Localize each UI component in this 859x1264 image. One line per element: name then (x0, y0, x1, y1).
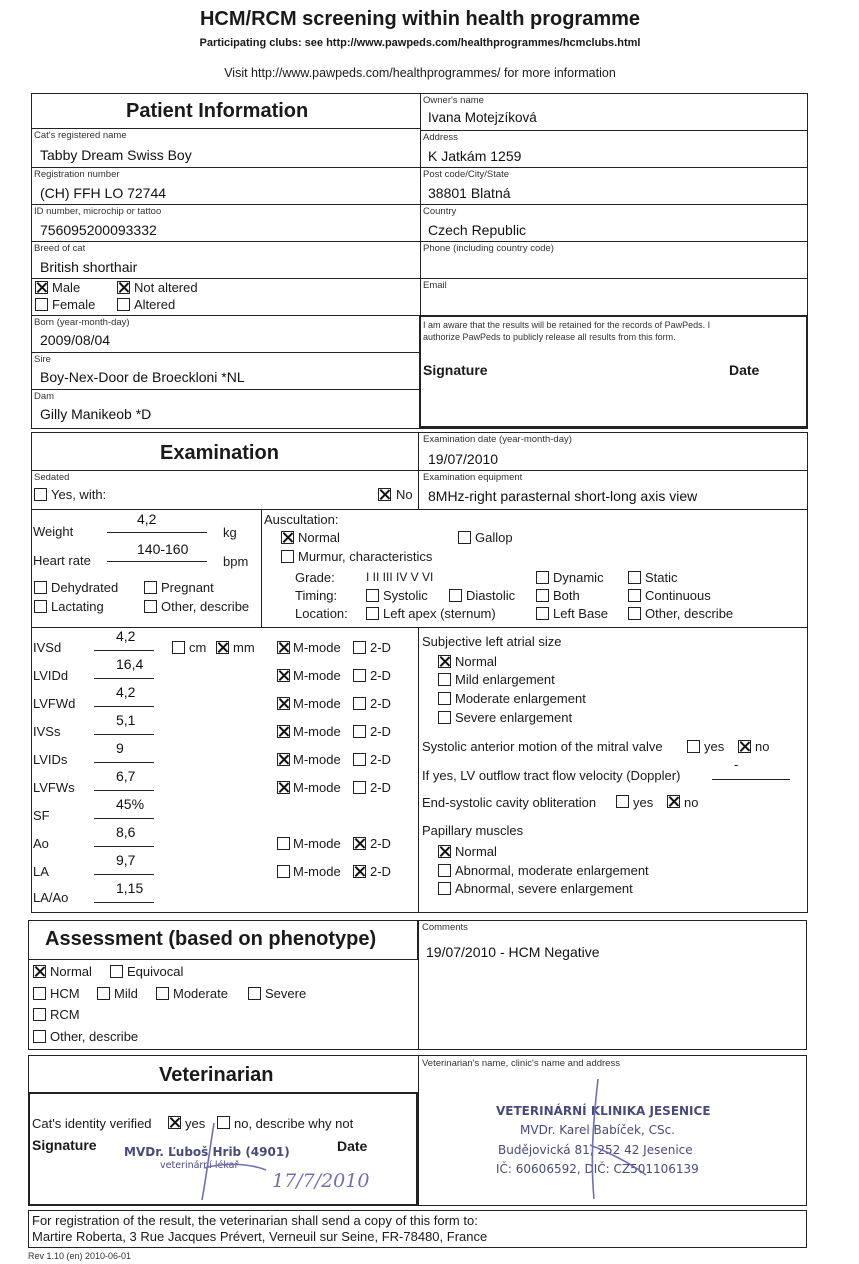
assess-other-label: Other, describe (50, 1029, 139, 1044)
atrial-title: Subjective left atrial size (422, 634, 562, 649)
lvot-label: If yes, LV outflow tract flow velocity (Doppler) (422, 768, 681, 783)
owner-date-label: Date (729, 362, 760, 378)
measure-value[interactable]: 45% (116, 796, 145, 812)
assessment-heading: Assessment (based on phenotype) (45, 928, 377, 950)
pregnant-checkbox[interactable] (144, 581, 157, 594)
assess-normal-checkbox[interactable] (33, 965, 46, 978)
measure-label: Ao (33, 836, 49, 851)
kg-unit: kg (223, 525, 237, 540)
breed[interactable]: British shorthair (40, 259, 138, 275)
pap-severe-label: Abnormal, severe enlargement (455, 881, 633, 896)
measure-label: IVSs (33, 724, 61, 739)
pap-moderate-checkbox[interactable] (438, 864, 451, 877)
clinic-stamp-line4: IČ: 60606592, DIČ: CZ501106139 (496, 1162, 699, 1176)
grade-label: Grade: (295, 570, 335, 585)
weight-value[interactable]: 4,2 (137, 511, 157, 527)
rcm-label: RCM (50, 1007, 80, 1022)
mmode-checkbox[interactable] (277, 641, 290, 654)
post-label: Post code/City/State (423, 169, 510, 180)
atrial-severe-checkbox[interactable] (438, 711, 451, 724)
atrial-mild-label: Mild enlargement (455, 672, 555, 687)
measure-value[interactable]: 9 (116, 740, 124, 756)
born-label: Born (year-month-day) (34, 317, 130, 328)
identity-yes-checkbox[interactable] (168, 1116, 181, 1129)
clinic-stamp-line3: Budějovická 81, 252 42 Jesenice (498, 1143, 693, 1157)
murmur-checkbox[interactable] (281, 550, 294, 563)
mmode-label: M-mode (293, 668, 341, 683)
vet-heading: Veterinarian (159, 1064, 274, 1086)
continuous-label: Continuous (645, 588, 711, 603)
mmode-checkbox[interactable] (277, 697, 290, 710)
exam-date[interactable]: 19/07/2010 (428, 451, 499, 467)
post-city[interactable]: 38801 Blatná (428, 185, 511, 201)
owner-name-label: Owner's name (423, 95, 484, 106)
vet-signature-label: Signature (32, 1137, 97, 1153)
assess-normal-label: Normal (50, 964, 92, 979)
diastolic-label: Diastolic (466, 588, 516, 603)
exam-date-label: Examination date (year-month-day) (423, 434, 572, 445)
moderate-label: Moderate (173, 986, 228, 1001)
mmode-label: M-mode (293, 780, 341, 795)
papillary-title: Papillary muscles (422, 823, 524, 838)
cm-checkbox[interactable] (172, 641, 185, 654)
eso-no-label: no (684, 795, 699, 810)
twod-label: 2-D (370, 724, 391, 739)
footer-line-1: For registration of the result, the veterinarian shall send a copy of this form to: (32, 1213, 478, 1228)
both-label: Both (553, 588, 580, 603)
not-altered-checkbox[interactable] (117, 281, 130, 294)
mild-checkbox[interactable] (97, 987, 110, 1000)
email-label: Email (423, 280, 447, 291)
mm-checkbox[interactable] (216, 641, 229, 654)
mmode-checkbox[interactable] (277, 865, 290, 878)
location-label: Location: (295, 606, 348, 621)
clinic-stamp-line2: MVDr. Karel Babíček, CSc. (520, 1123, 675, 1137)
mmode-label: M-mode (293, 836, 341, 851)
vet-signature-stamp: MVDr. Ľuboš Hrib (4901) (124, 1145, 290, 1159)
handwritten-date: 17/7/2010 (272, 1170, 370, 1192)
identity-yes-label: yes (185, 1116, 206, 1131)
auscultation-label: Auscultation: (264, 512, 339, 527)
atrial-normal-label: Normal (455, 654, 497, 669)
grade-values[interactable]: I II III IV V VI (366, 570, 434, 584)
altered-checkbox[interactable] (117, 298, 130, 311)
clubs-line: Participating clubs: see http://www.pawpeds.com/healthprogrammes/hcmclubs.html (199, 37, 641, 49)
lactating-checkbox[interactable] (34, 600, 47, 613)
vet-signature-stamp-sub: veterinární lékař (160, 1160, 239, 1171)
lvot-value[interactable]: - (734, 757, 739, 772)
measure-label: LVFWs (33, 780, 75, 795)
dam[interactable]: Gilly Manikeob *D (40, 406, 152, 422)
measure-value[interactable]: 6,7 (116, 768, 136, 784)
equipment-label: Examination equipment (423, 472, 523, 483)
identity-no-label: no, describe why not (234, 1116, 354, 1131)
sedated-no-checkbox[interactable] (378, 488, 391, 501)
vet-date-label: Date (337, 1138, 368, 1154)
measure-label: LA/Ao (33, 890, 69, 905)
breed-label: Breed of cat (34, 243, 86, 254)
address-label: Address (423, 132, 458, 143)
clinic-stamp-line1: VETERINÁRNÍ KLINIKA JESENICE (496, 1104, 711, 1118)
gallop-label: Gallop (475, 530, 513, 545)
atrial-severe-label: Severe enlargement (455, 710, 573, 725)
clinic-label: Veterinarian's name, clinic's name and address (422, 1058, 620, 1069)
examination-heading: Examination (160, 442, 279, 464)
identity-label: Cat's identity verified (32, 1116, 152, 1131)
mmode-checkbox[interactable] (277, 781, 290, 794)
mild-label: Mild (114, 986, 138, 1001)
mmode-label: M-mode (293, 752, 341, 767)
consent-text-1: I am aware that the results will be retained for the records of PawPeds. I (423, 320, 711, 330)
severe-checkbox[interactable] (248, 987, 261, 1000)
eso-yes-label: yes (633, 795, 654, 810)
twod-label: 2-D (370, 668, 391, 683)
eso-yes-checkbox[interactable] (616, 795, 629, 808)
twod-label: 2-D (370, 640, 391, 655)
left-base-checkbox[interactable] (536, 607, 549, 620)
twod-checkbox[interactable] (353, 641, 366, 654)
country-label: Country (423, 206, 457, 217)
pap-severe-checkbox[interactable] (438, 882, 451, 895)
left-apex-label: Left apex (sternum) (383, 606, 496, 621)
mmode-checkbox[interactable] (277, 725, 290, 738)
timing-label: Timing: (295, 588, 338, 603)
sedated-label: Sedated (34, 472, 70, 483)
phone-label: Phone (including country code) (423, 243, 554, 254)
static-checkbox[interactable] (628, 571, 641, 584)
rcm-checkbox[interactable] (33, 1008, 46, 1021)
equivocal-checkbox[interactable] (110, 965, 123, 978)
sire-label: Sire (34, 354, 51, 365)
assess-other-checkbox[interactable] (33, 1030, 46, 1043)
sedated-yes-checkbox[interactable] (34, 488, 47, 501)
measure-value[interactable]: 4,2 (116, 628, 136, 644)
sam-yes-label: yes (704, 739, 725, 754)
atrial-moderate-checkbox[interactable] (438, 692, 451, 705)
left-base-label: Left Base (553, 606, 608, 621)
sedated-no-label: No (396, 487, 413, 502)
dynamic-checkbox[interactable] (536, 571, 549, 584)
twod-checkbox[interactable] (353, 753, 366, 766)
measure-label: SF (33, 808, 50, 823)
dehydrated-checkbox[interactable] (34, 581, 47, 594)
comments[interactable]: 19/07/2010 - HCM Negative (426, 944, 600, 960)
severe-label: Severe (265, 986, 307, 1001)
atrial-normal-checkbox[interactable] (438, 655, 451, 668)
owner-signature-label: Signature (423, 362, 488, 378)
sam-no-checkbox[interactable] (738, 740, 751, 753)
both-checkbox[interactable] (536, 589, 549, 602)
born-date[interactable]: 2009/08/04 (40, 332, 111, 348)
measure-value[interactable]: 8,6 (116, 824, 136, 840)
examination-box (31, 432, 808, 913)
continuous-checkbox[interactable] (628, 589, 641, 602)
twod-label: 2-D (370, 864, 391, 879)
mmode-checkbox[interactable] (277, 669, 290, 682)
measure-value[interactable]: 9,7 (116, 852, 136, 868)
pap-normal-checkbox[interactable] (438, 845, 451, 858)
cm-label: cm (189, 640, 207, 655)
reg-label: Registration number (34, 169, 120, 180)
eso-no-checkbox[interactable] (667, 795, 680, 808)
other-condition-label: Other, describe (161, 599, 250, 614)
hcm-label: HCM (50, 986, 80, 1001)
sam-yes-checkbox[interactable] (687, 740, 700, 753)
signature-scribble (196, 1118, 356, 1208)
other-condition-checkbox[interactable] (144, 600, 157, 613)
other-location-checkbox[interactable] (628, 607, 641, 620)
twod-label: 2-D (370, 780, 391, 795)
eso-label: End-systolic cavity obliteration (422, 795, 597, 810)
form-title: HCM/RCM screening within health programme (199, 8, 641, 30)
atrial-mild-checkbox[interactable] (438, 673, 451, 686)
altered-label: Altered (134, 297, 176, 312)
hcm-checkbox[interactable] (33, 987, 46, 1000)
pregnant-label: Pregnant (161, 580, 214, 595)
atrial-moderate-label: Moderate enlargement (455, 691, 586, 706)
female-checkbox[interactable] (35, 298, 48, 311)
not-altered-label: Not altered (134, 280, 198, 295)
visit-line: Visit http://www.pawpeds.com/healthprogrammes/ for more information (224, 66, 616, 80)
twod-label: 2-D (370, 752, 391, 767)
registration-number[interactable]: (CH) FFH LO 72744 (40, 185, 167, 201)
footer-line-2: Martire Roberta, 3 Rue Jacques Prévert, Verneuil sur Seine, FR-78480, France (32, 1229, 488, 1244)
diastolic-checkbox[interactable] (449, 589, 462, 602)
twod-checkbox[interactable] (353, 865, 366, 878)
sire[interactable]: Boy-Nex-Door de Broeckloni *NL (40, 369, 245, 385)
sam-no-label: no (755, 739, 770, 754)
left-apex-checkbox[interactable] (366, 607, 379, 620)
address[interactable]: K Jatkám 1259 (428, 148, 522, 164)
measure-label: IVSd (33, 640, 62, 655)
static-label: Static (645, 570, 678, 585)
heart-rate-label: Heart rate (33, 553, 91, 568)
consent-text-2: authorize PawPeds to publicly release all results from this form. (423, 332, 676, 342)
clinic-signature-scribble (560, 1075, 660, 1205)
mmode-label: M-mode (293, 724, 341, 739)
pap-normal-label: Normal (455, 844, 497, 859)
female-label: Female (52, 297, 96, 312)
measure-value[interactable]: 1,15 (116, 880, 144, 896)
sedated-yes-label: Yes, with: (51, 487, 107, 502)
lactating-label: Lactating (51, 599, 104, 614)
measure-label: LA (33, 864, 49, 879)
mmode-checkbox[interactable] (277, 753, 290, 766)
comments-label: Comments (422, 922, 468, 933)
twod-checkbox[interactable] (353, 781, 366, 794)
dam-label: Dam (34, 391, 55, 402)
male-label: Male (52, 280, 81, 295)
weight-label: Weight (33, 524, 74, 539)
systolic-checkbox[interactable] (366, 589, 379, 602)
equivocal-label: Equivocal (127, 964, 184, 979)
twod-checkbox[interactable] (353, 837, 366, 850)
twod-label: 2-D (370, 836, 391, 851)
dynamic-label: Dynamic (553, 570, 604, 585)
murmur-label: Murmur, characteristics (298, 549, 433, 564)
mmode-label: M-mode (293, 640, 341, 655)
measure-label: LVFWd (33, 696, 76, 711)
equipment[interactable]: 8MHz-right parasternal short-long axis view (428, 488, 698, 504)
moderate-checkbox[interactable] (156, 987, 169, 1000)
ausc-normal-checkbox[interactable] (281, 531, 294, 544)
revision-label: Rev 1.10 (en) 2010-06-01 (28, 1251, 132, 1261)
mmode-checkbox[interactable] (277, 837, 290, 850)
measure-label: LVIDd (33, 668, 69, 683)
mmode-label: M-mode (293, 696, 341, 711)
id-label: ID number, microchip or tattoo (34, 206, 162, 217)
patient-heading: Patient Information (126, 100, 309, 122)
measure-value[interactable]: 16,4 (116, 656, 144, 672)
dehydrated-label: Dehydrated (51, 580, 119, 595)
measure-label: LVIDs (33, 752, 68, 767)
other-location-label: Other, describe (645, 606, 734, 621)
twod-checkbox[interactable] (353, 697, 366, 710)
country[interactable]: Czech Republic (428, 222, 527, 238)
name-label: Cat's registered name (34, 130, 127, 141)
gallop-checkbox[interactable] (458, 531, 471, 544)
owner-name[interactable]: Ivana Motejzíková (428, 110, 537, 125)
male-checkbox[interactable] (35, 281, 48, 294)
mm-label: mm (233, 640, 255, 655)
sam-label: Systolic anterior motion of the mitral valve (422, 739, 663, 754)
measure-value[interactable]: 4,2 (116, 684, 136, 700)
heart-rate-value[interactable]: 140-160 (137, 541, 189, 557)
pap-moderate-label: Abnormal, moderate enlargement (455, 863, 649, 878)
twod-checkbox[interactable] (353, 669, 366, 682)
mmode-label: M-mode (293, 864, 341, 879)
bpm-unit: bpm (223, 554, 249, 569)
systolic-label: Systolic (383, 588, 428, 603)
microchip-id[interactable]: 756095200093332 (40, 222, 157, 238)
cat-name[interactable]: Tabby Dream Swiss Boy (40, 147, 192, 163)
twod-label: 2-D (370, 696, 391, 711)
ausc-normal-label: Normal (298, 530, 340, 545)
measure-value[interactable]: 5,1 (116, 712, 136, 728)
twod-checkbox[interactable] (353, 725, 366, 738)
